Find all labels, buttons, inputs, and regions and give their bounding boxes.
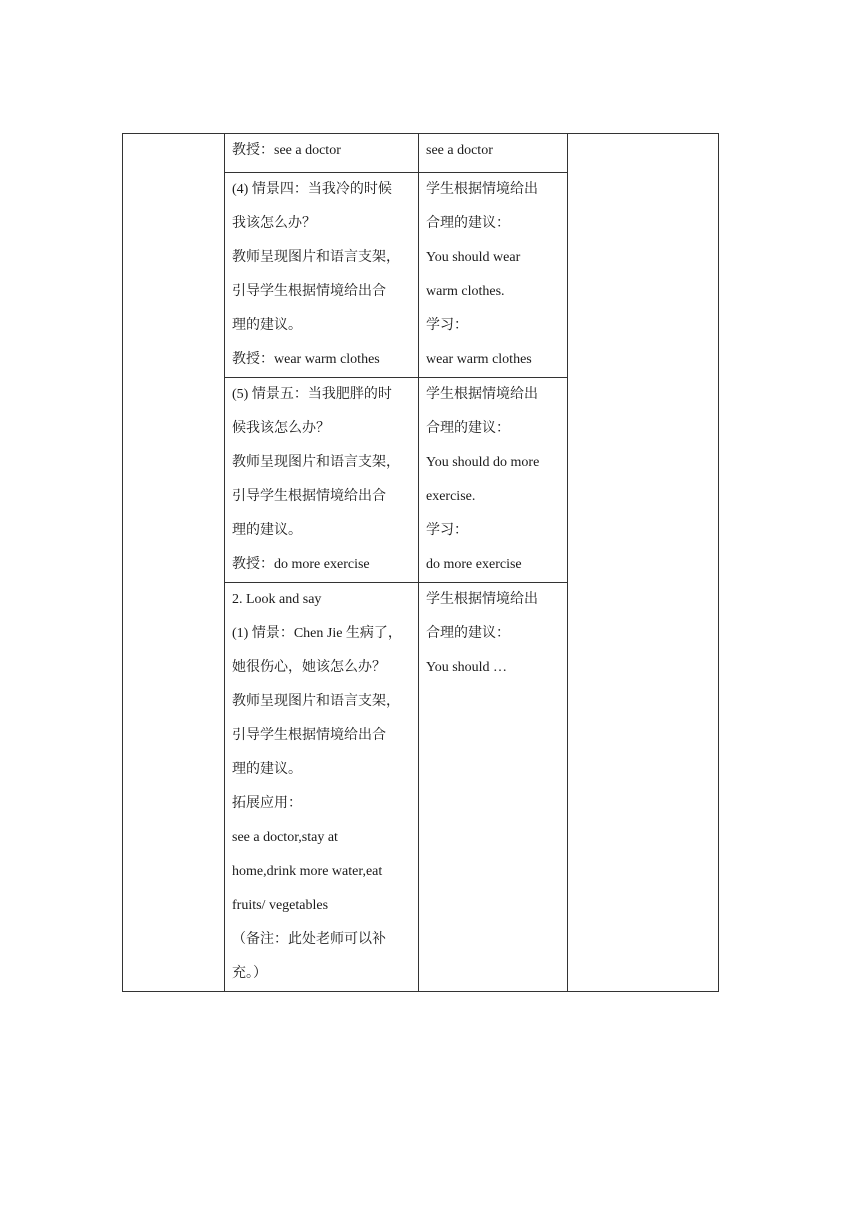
- teacher-line: （备注：此处老师可以补: [232, 932, 386, 947]
- student-activity-cell: [419, 173, 568, 378]
- teacher-line: 理的建议。: [232, 762, 302, 777]
- purpose-cell: [568, 134, 719, 992]
- stage-cell: [123, 134, 225, 992]
- student-line: 合理的建议：: [426, 626, 510, 641]
- teacher-line: 教授：see a doctor: [232, 143, 341, 158]
- teacher-line: 充。）: [232, 966, 267, 981]
- student-line: 学习：: [426, 318, 468, 333]
- teacher-activity-cell: [225, 583, 419, 992]
- student-line: You should wear: [426, 250, 521, 265]
- teacher-line: 引导学生根据情境给出合: [232, 489, 386, 504]
- student-line: do more exercise: [426, 557, 522, 572]
- student-activity-cell: [419, 378, 568, 583]
- teacher-line: 2. Look and say: [232, 592, 322, 607]
- teacher-line: 教授：wear warm clothes: [232, 352, 380, 367]
- teacher-line: 理的建议。: [232, 523, 302, 538]
- teacher-line: (4) 情景四：当我冷的时候: [232, 182, 392, 197]
- teacher-line: (5) 情景五：当我肥胖的时: [232, 387, 392, 402]
- student-line: exercise.: [426, 489, 476, 504]
- lesson-plan-table: [122, 133, 719, 992]
- teacher-line: 引导学生根据情境给出合: [232, 728, 386, 743]
- student-line: You should …: [426, 660, 508, 675]
- student-line: 合理的建议：: [426, 421, 510, 436]
- teacher-activity-cell: [225, 134, 419, 173]
- student-line: see a doctor: [426, 143, 493, 158]
- teacher-line: 她很伤心，她该怎么办？: [232, 660, 386, 675]
- student-line: 合理的建议：: [426, 216, 510, 231]
- student-line: 学生根据情境给出: [426, 387, 538, 402]
- teacher-line: see a doctor,stay at: [232, 830, 338, 845]
- student-line: 学习：: [426, 523, 468, 538]
- teacher-line: 引导学生根据情境给出合: [232, 284, 386, 299]
- teacher-line: fruits/ vegetables: [232, 898, 329, 913]
- student-line: wear warm clothes: [426, 352, 532, 367]
- teacher-line: 理的建议。: [232, 318, 302, 333]
- teacher-line: home,drink more water,eat: [232, 864, 383, 879]
- teacher-line: 教师呈现图片和语言支架，: [232, 694, 400, 709]
- teacher-activity-cell: [225, 173, 419, 378]
- student-activity-cell: [419, 134, 568, 173]
- student-line: warm clothes.: [426, 284, 505, 299]
- teacher-line: 教师呈现图片和语言支架，: [232, 455, 400, 470]
- student-line: You should do more: [426, 455, 540, 470]
- student-line: 学生根据情境给出: [426, 182, 538, 197]
- teacher-line: (1) 情景：Chen Jie 生病了，: [232, 626, 402, 641]
- teacher-line: 候我该怎么办？: [232, 421, 330, 436]
- student-line: 学生根据情境给出: [426, 592, 538, 607]
- student-activity-cell: [419, 583, 568, 992]
- teacher-activity-cell: [225, 378, 419, 583]
- teacher-line: 教师呈现图片和语言支架，: [232, 250, 400, 265]
- table-row: [123, 134, 719, 173]
- teacher-line: 教授：do more exercise: [232, 557, 370, 572]
- teacher-line: 拓展应用：: [232, 796, 302, 811]
- teacher-line: 我该怎么办？: [232, 216, 316, 231]
